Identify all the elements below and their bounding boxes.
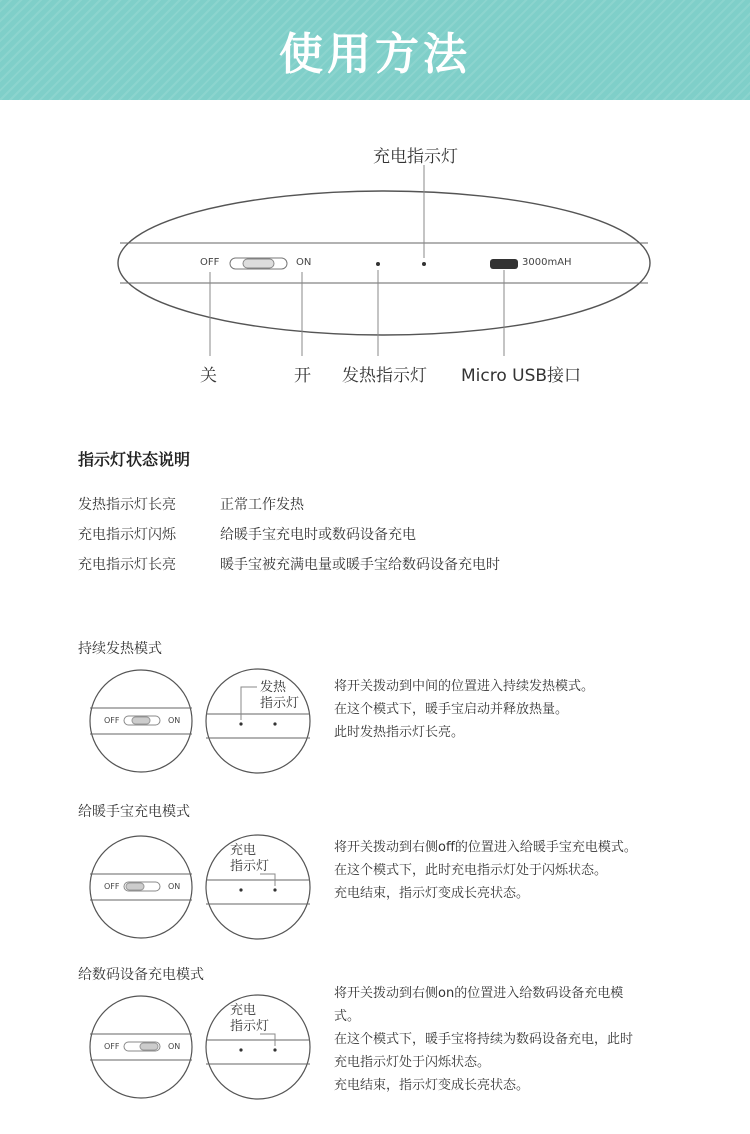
led-callout-label — [230, 1003, 269, 1035]
desc-line: 将开关拨动到右侧off的位置进入给暖手宝充电模式。 — [334, 840, 637, 855]
heat-led-dot — [376, 262, 380, 266]
callout-line: 充电 — [230, 843, 257, 858]
page-title: 使用方法 — [279, 29, 471, 80]
mode-description — [334, 675, 594, 744]
desc-line: 将开关拨动到中间的位置进入持续发热模式。 — [334, 679, 595, 694]
label-off: 关 — [200, 366, 217, 386]
desc-line: 充电结束，指示灯变成长亮状态。 — [334, 1078, 530, 1093]
desc-line: 在这个模式下，暖手宝将持续为数码设备充电，此时 — [334, 1032, 634, 1047]
switch-slider — [126, 883, 144, 890]
mode-title: 给数码设备充电模式 — [78, 967, 204, 983]
desc-line: 充电结束，指示灯变成长亮状态。 — [334, 886, 530, 901]
switch-slider — [132, 717, 150, 724]
status-meaning: 暖手宝被充满电量或暖手宝给数码设备充电时 — [220, 557, 500, 573]
heat-led-dot — [239, 888, 242, 891]
switch-on-text: ON — [296, 257, 312, 268]
mode-description — [334, 836, 637, 905]
charge-led-dot — [273, 722, 276, 725]
status-state: 发热指示灯长亮 — [78, 497, 176, 513]
desc-line: 此时发热指示灯长亮。 — [334, 725, 465, 740]
mode-title: 持续发热模式 — [78, 641, 162, 657]
capacity-text: 3000mAH — [522, 257, 572, 268]
callout-line: 充电 — [230, 1003, 257, 1018]
status-meaning: 正常工作发热 — [220, 497, 304, 513]
charge-led-dot — [422, 262, 426, 266]
mode-description — [334, 982, 633, 1097]
heat-led-dot — [239, 1048, 242, 1051]
mode-device-charge-diagram — [88, 994, 318, 1102]
led-callout-label — [230, 843, 269, 875]
led-callout-label — [260, 680, 299, 712]
switch-off-text: OFF — [104, 1042, 120, 1051]
switch-off-text: OFF — [104, 882, 120, 891]
charge-led-label: 充电指示灯 — [373, 147, 458, 167]
desc-line: 将开关拨动到右侧on的位置进入给数码设备充电模 — [334, 986, 624, 1001]
desc-line: 式。 — [334, 1009, 361, 1024]
charge-led-dot — [273, 888, 276, 891]
status-state: 充电指示灯长亮 — [78, 557, 176, 573]
desc-line: 充电指示灯处于闪烁状态。 — [334, 1055, 491, 1070]
usb-port — [490, 259, 518, 269]
desc-line: 在这个模式下，暖手宝启动并释放热量。 — [334, 702, 569, 717]
switch-slider — [140, 1043, 158, 1050]
switch-on-text: ON — [168, 882, 181, 891]
heat-led-dot — [239, 722, 242, 725]
status-section-title: 指示灯状态说明 — [78, 450, 191, 469]
switch-on-text: ON — [168, 1042, 181, 1051]
switch-slider — [243, 259, 274, 268]
label-heat-led: 发热指示灯 — [342, 366, 427, 386]
callout-line: 发热 — [260, 680, 287, 695]
desc-line: 在这个模式下，此时充电指示灯处于闪烁状态。 — [334, 863, 608, 878]
switch-off-text: OFF — [104, 716, 120, 725]
label-usb: Micro USB接口 — [461, 366, 582, 386]
status-state: 充电指示灯闪烁 — [78, 527, 176, 543]
status-meaning: 给暖手宝充电时或数码设备充电 — [220, 527, 416, 543]
callout-line: 指示灯 — [260, 696, 300, 711]
header-banner — [0, 0, 750, 100]
callout-line: 指示灯 — [230, 859, 270, 874]
switch-off-text: OFF — [200, 257, 220, 268]
charge-led-dot — [273, 1048, 276, 1051]
switch-on-text: ON — [168, 716, 181, 725]
mode-self-charge-diagram — [88, 834, 318, 942]
callout-line: 指示灯 — [230, 1019, 270, 1034]
label-on: 开 — [294, 366, 311, 386]
mode-title: 给暖手宝充电模式 — [78, 804, 190, 820]
